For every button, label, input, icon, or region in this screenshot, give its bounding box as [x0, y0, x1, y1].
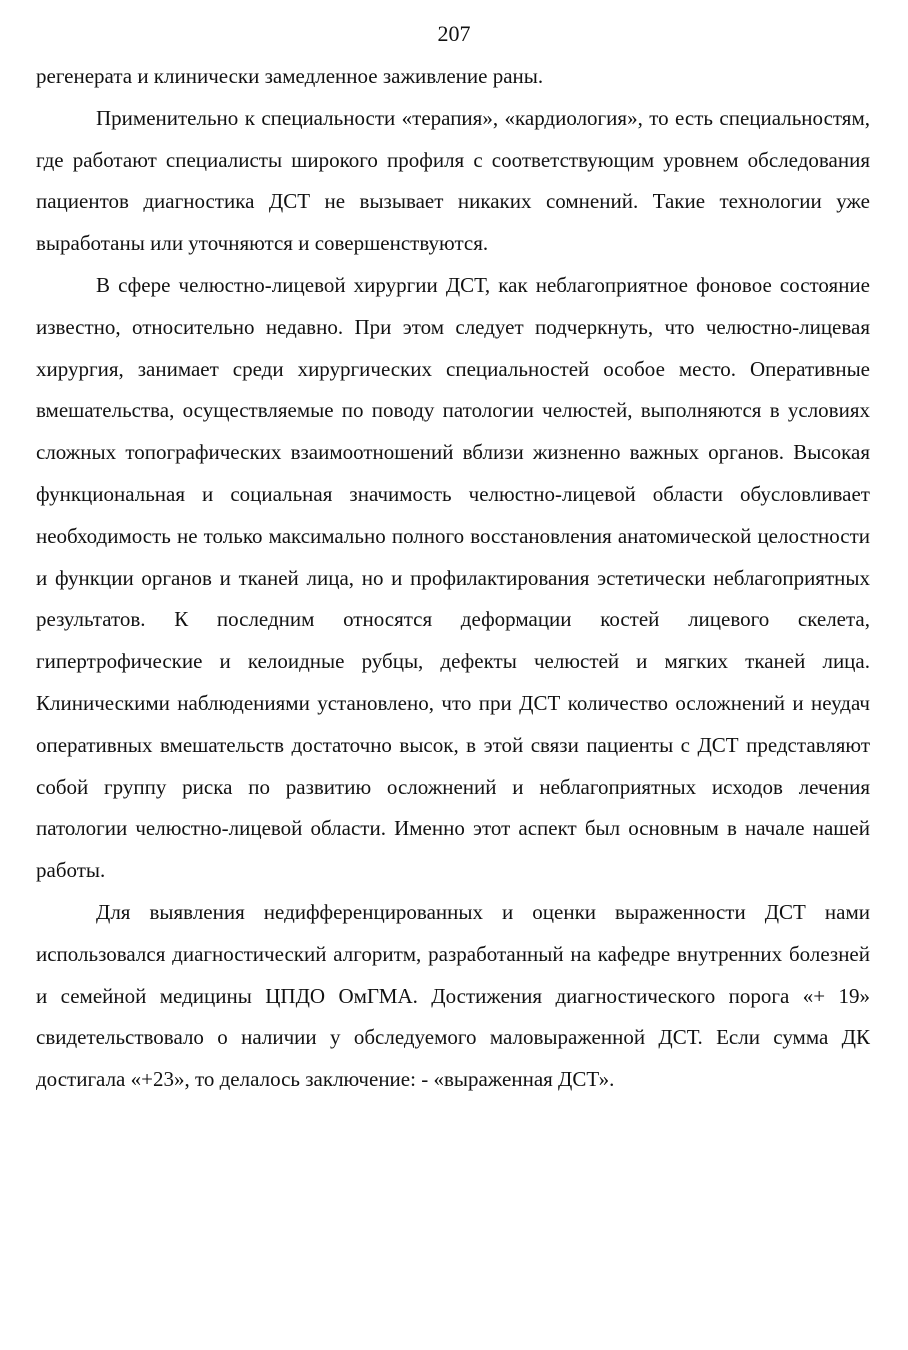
paragraph-diagnostic-algorithm: Для выявления недифференцированных и оценки выраженности ДСТ нами использовался диагностический алгоритм, разработанный на кафедре внутренних болезней и семейной медицины ЦПДО ОмГМА. Достижения диагностического порога «+ 19» свидетельствовало о наличии у обследуемого маловыраженной ДСТ. Если сумма ДК достигала «+23», то делалось заключение: - «выраженная ДСТ».: [36, 899, 870, 1092]
paragraph-maxillofacial-surgery: В сфере челюстно-лицевой хирургии ДСТ, как неблагоприятное фоновое состояние известно, относительно недавно. При этом следует подчеркнуть, что челюстно-лицевая хирургия, занимает среди хирургических специальностей особое место. Оперативные вмешательства, осуществляемые по поводу патологии челюстей, выполняются в условиях сложных топографических взаимоотношений вблизи жизненно важных органов. Высокая функциональная и социальная значимость челюстно-лицевой области обусловливает необходимость не только максимально полного восстановления анатомической целостности и функции органов и тканей лица, но и профилактирования эстетически неблагоприятных результатов. К последним относятся деформации костей лицевого скелета, гипертрофические и келоидные рубцы, дефекты челюстей и мягких тканей лица. Клиническими наблюдениями установлено, что при ДСТ количество осложнений и неудач оперативных вмешательств достаточно высок, в этой связи пациенты с ДСТ представляют собой группу риска по развитию осложнений и неблагоприятных исходов лечения патологии челюстно-лицевой области. Именно этот аспект был основным в начале нашей работы.: [36, 272, 870, 883]
paragraph-continuation: регенерата и клинически замедленное заживление раны.: [36, 64, 544, 88]
paragraph-therapy: Применительно к специальности «терапия», «кардиология», то есть специальностям, где работают специалисты широкого профиля с соответствующим уровнем обследования пациентов диагностика ДСТ не вызывает никаких сомнений. Такие технологии уже выработаны или уточняются и совершенствуются.: [36, 105, 870, 256]
document-body: [36, 56, 870, 1101]
page-number: 207: [437, 21, 471, 46]
